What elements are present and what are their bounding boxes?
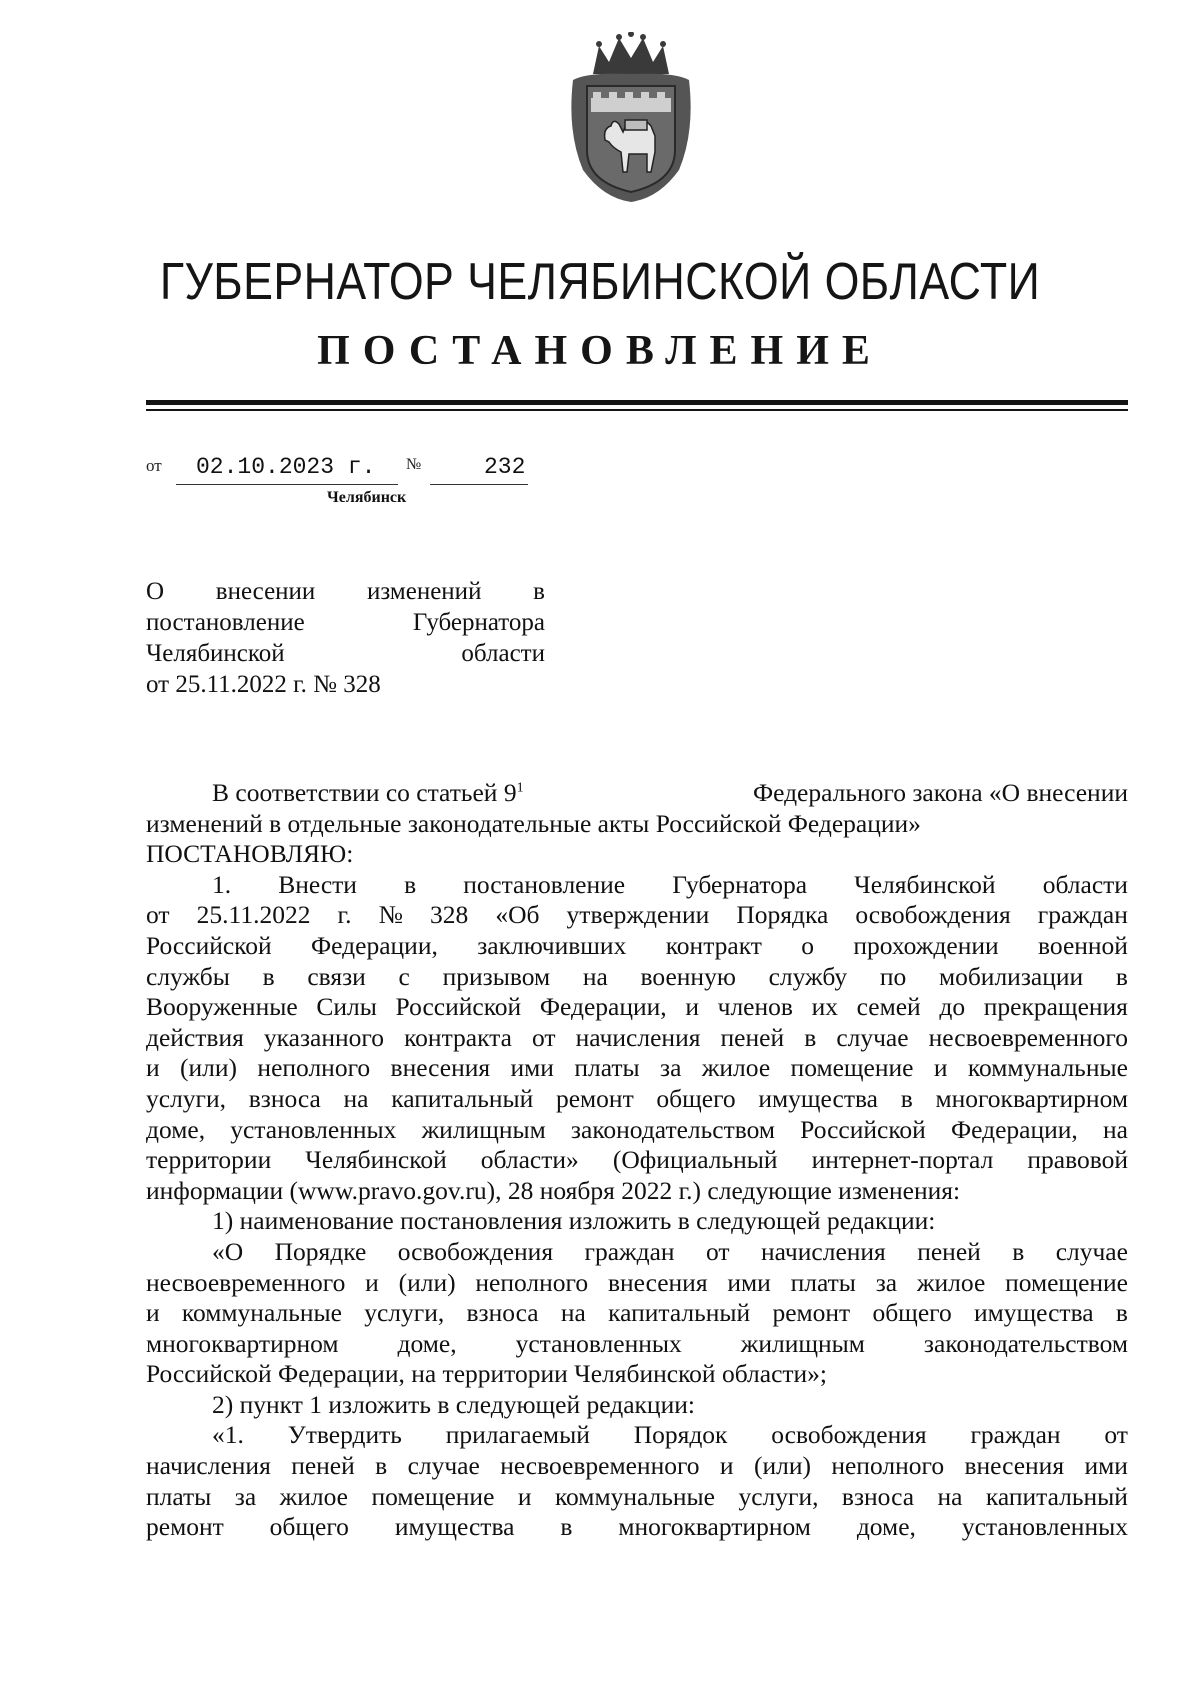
word: несвоевременного — [500, 1451, 700, 1481]
word: и — [365, 1267, 379, 1297]
word: освобождения — [397, 1236, 554, 1266]
word: многоквартирном — [618, 1512, 811, 1542]
body-line: 1) наименование постановления изложить в следующей редакции: — [212, 1206, 936, 1236]
word: освобождения — [855, 900, 1011, 930]
word: установленных — [230, 1114, 397, 1144]
word: установленных — [961, 1512, 1128, 1542]
word: услуги, — [738, 1481, 819, 1511]
word: на — [1102, 1114, 1128, 1144]
word: 25.11.2022 — [196, 900, 311, 930]
word: граждан — [584, 1236, 675, 1266]
word: «1. — [212, 1420, 244, 1450]
word: военную — [640, 961, 736, 991]
word: членов — [717, 992, 793, 1022]
word: прекращения — [983, 992, 1128, 1022]
body-line — [146, 1237, 1128, 1268]
word: Утвердить — [287, 1420, 402, 1450]
word: заключивших — [477, 930, 627, 960]
word: Федерации, — [950, 1114, 1078, 1144]
word: Челябинской — [146, 640, 285, 667]
word: взноса — [466, 1298, 539, 1328]
word: (или) — [180, 1053, 238, 1083]
word: несвоевременного — [146, 1267, 346, 1297]
word: помещение — [790, 1053, 914, 1083]
word: коммунальные — [181, 1298, 342, 1328]
body-line: ПОСТАНОВЛЯЮ: — [146, 839, 354, 869]
word: на — [937, 1481, 963, 1511]
word: области» — [480, 1145, 579, 1175]
word: доме, — [856, 1512, 916, 1542]
preamble-line — [146, 778, 1128, 809]
preamble-text-b: Федерального закона «О внесении — [752, 778, 1128, 807]
body-line — [146, 1329, 1128, 1360]
word: помещение — [1005, 1267, 1128, 1297]
word: Российской — [395, 992, 522, 1022]
word: неполного — [831, 1451, 945, 1481]
word: капитальный — [391, 1083, 534, 1113]
subject-line: от 25.11.2022 г. № 328 — [146, 671, 381, 698]
word: Порядка — [736, 900, 829, 930]
organization-title: ГУБЕРНАТОР ЧЕЛЯБИНСКОЙ ОБЛАСТИ — [159, 253, 1041, 311]
word: до — [939, 992, 966, 1022]
body-line — [146, 900, 1128, 931]
word: ими — [727, 1267, 771, 1297]
word: Губернатора — [412, 609, 545, 636]
word: (или) — [753, 1451, 811, 1481]
subject-line — [146, 638, 545, 669]
preamble-text-a: В соответствии со статьей $9^1$ — [212, 778, 524, 807]
word: платы — [574, 1053, 640, 1083]
word: за — [234, 1481, 257, 1511]
word: жилое — [916, 1267, 986, 1297]
body-line: информации (www.pravo.gov.ru), 28 ноября 2022 г.) следующие изменения: — [146, 1175, 961, 1205]
word: случае — [407, 1451, 480, 1481]
document-number: 232 — [484, 454, 526, 480]
word: капитальный — [985, 1481, 1128, 1511]
word: изменений — [367, 578, 482, 605]
word: имущества — [394, 1512, 515, 1542]
word: контракт — [665, 930, 762, 960]
body-line — [146, 1084, 1128, 1115]
body-line — [146, 1115, 1128, 1146]
word: начисления — [760, 1236, 886, 1266]
word: от — [706, 1236, 730, 1266]
word: О — [146, 578, 165, 605]
word: Федерации, — [311, 930, 438, 960]
word: связи — [307, 961, 366, 991]
body-line — [146, 870, 1128, 901]
word: имущества — [758, 1083, 878, 1113]
header-rule-thick — [146, 400, 1128, 405]
body-line — [146, 962, 1128, 993]
word: платы — [146, 1481, 212, 1511]
word: военной — [1038, 930, 1128, 960]
word: имущества — [973, 1298, 1094, 1328]
word: их — [811, 992, 838, 1022]
word: пеней — [917, 1236, 981, 1266]
word: и — [146, 1053, 160, 1083]
word: в — [404, 869, 417, 899]
word: от — [532, 1022, 556, 1052]
word: ремонт — [772, 1298, 851, 1328]
word: неполного — [475, 1267, 589, 1297]
word: многоквартирном — [935, 1083, 1128, 1113]
word: доме, — [146, 1114, 206, 1144]
word: Внести — [278, 869, 357, 899]
word: 328 — [430, 900, 469, 930]
word: ремонт — [146, 1512, 224, 1542]
word: многоквартирном — [146, 1328, 339, 1358]
word: ими — [1084, 1451, 1128, 1481]
word: области — [1042, 869, 1128, 899]
word: коммунальные — [967, 1053, 1128, 1083]
word: и — [933, 1053, 948, 1083]
word: в — [375, 1451, 388, 1481]
word: мобилизации — [938, 961, 1084, 991]
word: случае — [1055, 1236, 1128, 1266]
word: начисления — [575, 1022, 701, 1052]
word: на — [582, 961, 608, 991]
word: ремонт — [555, 1083, 634, 1113]
body-line — [146, 1512, 1128, 1543]
date-prefix: от — [146, 456, 162, 475]
number-prefix: № — [406, 456, 422, 473]
word: неполного — [257, 1053, 371, 1083]
word: услуги, — [364, 1298, 445, 1328]
word: «Об — [495, 900, 540, 930]
word: за — [875, 1267, 898, 1297]
word: с — [398, 961, 410, 991]
body-line: 2) пункт 1 изложить в следующей редакции: — [212, 1389, 695, 1419]
word: Силы — [316, 992, 377, 1022]
word: за — [660, 1053, 682, 1083]
word: доме, — [397, 1328, 457, 1358]
article-superscript: 1 — [516, 780, 524, 796]
body-line — [146, 1298, 1128, 1329]
word: действия — [146, 1022, 244, 1052]
word: правовой — [1027, 1145, 1128, 1175]
word: коммунальные — [554, 1481, 715, 1511]
word: в — [560, 1512, 573, 1542]
body-line — [146, 1145, 1128, 1176]
coat-of-arms-emblem — [563, 32, 699, 204]
word: внесения — [390, 1053, 491, 1083]
word: случае — [836, 1022, 909, 1052]
word: жилищным — [740, 1328, 865, 1358]
word: контракта — [404, 1022, 512, 1052]
word: жилое — [279, 1481, 348, 1511]
word: призывом — [442, 961, 551, 991]
header-rule-thin — [146, 409, 1128, 411]
subject-line — [146, 607, 545, 638]
word: Вооруженные — [146, 992, 298, 1022]
word: постановление — [146, 609, 305, 636]
word: на — [560, 1298, 586, 1328]
word: законодательством — [570, 1114, 775, 1144]
word: на — [343, 1083, 369, 1113]
word: начисления — [146, 1451, 271, 1481]
word: установленных — [515, 1328, 682, 1358]
word: территории — [146, 1145, 272, 1175]
word: Федерации, — [539, 992, 667, 1022]
body-line — [146, 992, 1128, 1023]
word: Челябинской — [854, 869, 996, 899]
document-date: 02.10.2023 г. — [196, 454, 376, 480]
date-underline — [176, 484, 398, 485]
word: жилое — [701, 1053, 771, 1083]
word: (Официальный — [612, 1145, 778, 1175]
body-line — [146, 1268, 1128, 1299]
word: помещение — [371, 1481, 495, 1511]
body-line — [146, 1420, 1128, 1451]
document-body — [146, 778, 1128, 1543]
word: и — [719, 1451, 734, 1481]
word: граждан — [1037, 900, 1128, 930]
body-line — [146, 931, 1128, 962]
word: Губернатора — [672, 869, 808, 899]
word: «О — [212, 1236, 244, 1266]
word: в — [900, 1083, 913, 1113]
word: 1. — [212, 869, 232, 899]
word: (или) — [398, 1267, 456, 1297]
word: в — [533, 578, 545, 605]
word: освобождения — [771, 1420, 927, 1450]
word: внесения — [607, 1267, 708, 1297]
word: платы — [790, 1267, 856, 1297]
word: пеней — [720, 1022, 785, 1052]
word: службы — [146, 961, 230, 991]
word: внесении — [215, 578, 316, 605]
document-type-title: ПОСТАНОВЛЕНИЕ — [317, 328, 883, 374]
word: прохождении — [853, 930, 999, 960]
word: Порядок — [633, 1420, 728, 1450]
word: и — [517, 1481, 532, 1511]
word: в — [1115, 1298, 1128, 1328]
word: несвоевременного — [928, 1022, 1128, 1052]
word: пеней — [291, 1451, 355, 1481]
word: в — [1012, 1236, 1025, 1266]
word: капитальный — [608, 1298, 751, 1328]
word: № — [378, 900, 403, 930]
body-line — [146, 1451, 1128, 1482]
word: Российской — [800, 1114, 926, 1144]
word: и — [685, 992, 699, 1022]
word: внесения — [964, 1451, 1065, 1481]
word: в — [1115, 961, 1128, 991]
number-underline — [430, 484, 528, 485]
word: семей — [856, 992, 921, 1022]
word: г. — [337, 900, 352, 930]
word: законодательством — [923, 1328, 1128, 1358]
word: о — [801, 930, 815, 960]
body-line — [146, 1053, 1128, 1084]
word: общего — [269, 1512, 349, 1542]
body-line: изменений в отдельные законодательные акты Российской Федерации» — [146, 808, 921, 838]
word: от — [146, 900, 170, 930]
word: Порядке — [274, 1236, 367, 1266]
word: Российской — [146, 930, 272, 960]
word: услуги, — [146, 1083, 227, 1113]
word: указанного — [263, 1022, 384, 1052]
word: жилищным — [421, 1114, 546, 1144]
body-line — [146, 1482, 1128, 1513]
body-line: Российской Федерации, на территории Челябинской области»; — [146, 1359, 828, 1389]
word: прилагаемый — [445, 1420, 590, 1450]
word: в — [262, 961, 275, 991]
body-line — [146, 1023, 1128, 1054]
word: взноса — [841, 1481, 915, 1511]
word: области — [461, 640, 545, 667]
word: постановление — [463, 869, 626, 899]
word: граждан — [970, 1420, 1061, 1450]
word: взноса — [248, 1083, 321, 1113]
word: интернет-портал — [811, 1145, 994, 1175]
word: ими — [510, 1053, 554, 1083]
word: общего — [656, 1083, 736, 1113]
word: и — [146, 1298, 160, 1328]
city-label: Челябинск — [327, 489, 407, 506]
word: Челябинской — [305, 1145, 447, 1175]
word: утверждении — [566, 900, 710, 930]
word: общего — [872, 1298, 952, 1328]
word: от — [1104, 1420, 1128, 1450]
word: службу — [768, 961, 848, 991]
word: по — [879, 961, 907, 991]
word: в — [804, 1022, 817, 1052]
document-subject — [146, 576, 545, 700]
subject-line — [146, 576, 545, 607]
